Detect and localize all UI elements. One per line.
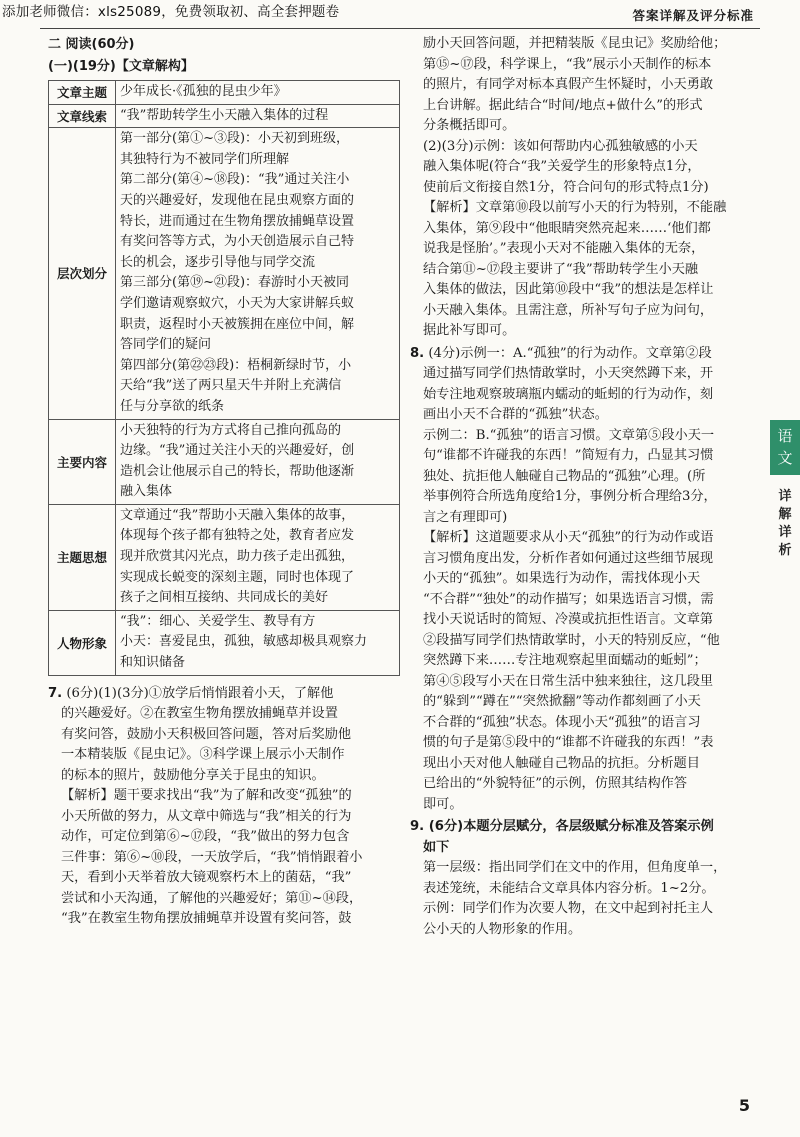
text-line [410, 344, 750, 365]
question-7-continued [410, 34, 750, 137]
question-number: 9. [410, 819, 425, 834]
table-row [49, 104, 400, 128]
text-line: 小天的“孤独”。如果选行为动作，需找体现小天 [423, 571, 701, 586]
text-line: 句“谁都不许碰我的东西！”简短有力，凸显其习惯 [423, 448, 714, 463]
table-row [49, 419, 400, 504]
text-line: “我”帮助转学生小天融入集体的过程 [120, 107, 329, 123]
text-line: 小天融入集体。且需注意，所补写句子应为问句， [423, 302, 714, 318]
text-line: 小天所做的努力，从文章中筛选与“我”相关的行为 [61, 808, 352, 824]
row-header: 文章线索 [49, 104, 116, 128]
text-line: 融入集体 [120, 484, 173, 500]
text-line: 第四部分(第㉒㉓段)：梧桐新绿时节，小 [120, 357, 352, 373]
section-title: 二 阅读(60分) [48, 37, 135, 52]
subsection-title: (一)(19分)【文章解构】 [48, 59, 194, 74]
text-line: 的兴趣爱好。②在教室生物角摆放捕蝇草并设置 [61, 706, 338, 722]
side-label [773, 488, 797, 560]
side-label-char: 详 [778, 525, 792, 540]
text-line: 的照片，有同学对标本真假产生怀疑时，小天勇敢 [423, 77, 714, 92]
subject-tab-char: 文 [777, 449, 793, 467]
text-line: 即可。 [423, 796, 463, 812]
text-line: 的标本的照片，鼓励他分享关于昆虫的知识。 [61, 767, 325, 783]
row-content [116, 104, 400, 128]
text-line: 结合第⑪~⑰段主要讲了“我”帮助转学生小天融 [423, 261, 699, 277]
question-number: 8. [410, 345, 425, 361]
text-line: 上台讲解。据此结合“时间/地点+做什么”的形式 [423, 97, 703, 113]
row-content [116, 610, 400, 675]
text-line: 第三部分(第⑲~㉑段)：春游时小天被同 [120, 275, 350, 291]
text-line: 举事例符合所选角度给1分，事例分析合理给3分， [423, 489, 717, 504]
subject-tab [770, 420, 800, 475]
text-line: 【解析】题干要求找出“我”为了解和改变“孤独”的 [61, 788, 352, 804]
text-line: 不合群的“孤独”状态。体现小天“孤独”的语言习 [423, 714, 701, 730]
text-line: 体现每个孩子都有独特之处，教育者应发 [120, 528, 355, 544]
question-7-part-2 [410, 137, 750, 342]
text-line: 分条概括即可。 [423, 118, 516, 133]
text-line: 如下 [423, 839, 450, 855]
row-header: 主题思想 [49, 504, 116, 610]
text-line: 表述笼统，未能结合文章具体内容分析。1~2分。 [423, 880, 715, 896]
text-line: 公小天的人物形象的作用。 [423, 921, 582, 937]
text-line: 其独特行为不被同学们所理解 [120, 151, 290, 167]
side-label-char: 解 [778, 507, 792, 522]
text-line: 入集体的做法，因此第⑩段中“我”的想法是怎样让 [423, 282, 714, 297]
watermark: 添加老师微信：xls25089，免费领取初、高全套押题卷 [2, 4, 340, 20]
text-line: 文章通过“我”帮助小天融入集体的故事， [120, 507, 355, 523]
text-line: 和知识储备 [120, 655, 186, 671]
text-line: (2)(3分)示例：该如何帮助内心孤独敏感的小天 [423, 138, 698, 154]
text-line: 第一部分(第①~③段)：小天初到班级， [120, 131, 350, 147]
text-span: (6分)本题分层赋分，各层级赋分标准及答案示例 [428, 819, 714, 834]
table-row [49, 504, 400, 610]
text-line: 天给“我”送了两只星天牛并附上充满信 [120, 378, 342, 394]
page-number: 5 [738, 1096, 750, 1115]
text-line: 的“躲到”“蹲在”“突然掀翻”等动作都刻画了小天 [423, 694, 701, 709]
text-line: 已给出的“外貌特征”的示例，仿照其结构作答 [423, 776, 688, 791]
row-header: 主要内容 [49, 419, 116, 504]
question-9 [410, 817, 750, 940]
text-line: 据此补写即可。 [423, 323, 516, 338]
text-line: 造机会让他展示自己的特长，帮助他逐渐 [120, 463, 355, 479]
text-line: 一本精装版《昆虫记》。③科学课上展示小天制作 [61, 747, 345, 763]
table-row [49, 128, 400, 419]
text-line: 学们邀请观察蚁穴，小天为大家讲解兵蚁 [120, 295, 355, 311]
text-line: 找小天说话时的简短、冷漠或抗拒性语言。文章第 [423, 612, 714, 627]
text-line: 职责，返程时小天被簇拥在座位中间，解 [120, 316, 355, 332]
text-line [48, 684, 400, 705]
subject-tab-char: 语 [777, 427, 793, 445]
side-label-char: 析 [778, 543, 792, 558]
text-line: 【解析】文章第⑩段以前写小天的行为特别，不能融 [423, 200, 727, 215]
text-line: 有奖问答等方式，为小天创造展示自己特 [120, 234, 355, 250]
row-header: 层次划分 [49, 128, 116, 419]
text-line: 少年成长·《孤独的昆虫少年》 [120, 84, 287, 99]
text-line: 始专注地观察玻璃瓶内蠕动的蚯蚓的行为动作，刻 [423, 386, 714, 402]
text-span: (4分)示例一：A.“孤独”的行为动作。文章第②段 [428, 345, 712, 361]
text-line: 励小天回答问题，并把精装版《昆虫记》奖励给他； [423, 36, 727, 51]
text-line: 答同学们的疑问 [120, 337, 212, 353]
text-line: ②段描写同学们热情敢掌时，小天的特别反应，“他 [423, 632, 720, 648]
row-content [116, 504, 400, 610]
text-line: 三件事：第⑥~⑩段，一天放学后，“我”悄悄跟着小 [61, 849, 363, 865]
text-line: 言习惯角度出发，分析作者如何通过这些细节展现 [423, 550, 714, 566]
row-header: 人物形象 [49, 610, 116, 675]
text-line: 长的机会，逐步引导他与同学交流 [120, 254, 316, 270]
text-line: 第二部分(第④~⑱段)：“我”通过关注小 [120, 172, 350, 188]
left-column [48, 34, 400, 930]
text-line: 示例二：B.“孤独”的语言习惯。文章第⑤段小天一 [423, 427, 715, 443]
side-label-char: 详 [778, 489, 792, 504]
text-line: 使前后文衔接自然1分，符合问句的形式特点1分) [423, 179, 709, 195]
text-line: 小天独特的行为方式将自己推向孤岛的 [120, 422, 342, 438]
text-line: “我”：细心、关爱学生、教导有方 [120, 613, 316, 629]
structure-table [48, 80, 400, 676]
text-line: 天，看到小天举着放大镜观察朽木上的菌菇，“我” [61, 870, 352, 886]
text-line: 边缘。“我”通过关注小天的兴趣爱好，创 [120, 443, 355, 459]
text-line: 示例：同学们作为次要人物，在文中起到衬托主人 [423, 901, 714, 916]
text-line [410, 817, 750, 838]
text-line: “不合群”“独处”的动作描写；如果选语言习惯，需 [423, 591, 714, 607]
row-header: 文章主题 [49, 81, 116, 105]
text-line: 现并欣赏其闪光点，助力孩子走出孤独， [120, 549, 355, 565]
text-line: “我”在教室生物角摆放捕蝇草并设置有奖问答，鼓 [61, 911, 352, 927]
text-line: 尝试和小天沟通，了解他的兴趣爱好；第⑪~⑭段， [61, 890, 363, 906]
question-7 [48, 684, 400, 930]
right-column [410, 34, 750, 940]
text-line: 任与分享欲的纸条 [120, 398, 225, 414]
text-line: 有奖问答，鼓励小天积极回答问题，答对后奖励他 [61, 726, 352, 742]
page-header: 答案详解及评分标准 [632, 8, 754, 23]
question-8 [410, 344, 750, 816]
text-line: 现出小天对他人触碰自己物品的抗拒。分析题目 [423, 755, 700, 771]
text-line: 特长，进而通过在生物角摆放捕蝇草设置 [120, 213, 355, 229]
row-content [116, 128, 400, 419]
text-line: 天的兴趣爱好，发现他在昆虫观察方面的 [120, 192, 355, 208]
text-line: 入集体，第⑨段中“他眼睛突然亮起来……‘他们都 [423, 220, 711, 236]
text-line: 言之有理即可) [423, 509, 508, 525]
question-number: 7. [48, 685, 63, 701]
table-row [49, 81, 400, 105]
text-line: 实现成长蜕变的深刻主题，同时也体现了 [120, 569, 355, 585]
text-line: 孩子之间相互接纳、共同成长的美好 [120, 590, 329, 606]
text-line: 融入集体呢(符合“我”关爱学生的形象特点1分， [423, 159, 701, 174]
table-row [49, 610, 400, 675]
text-line: 【解析】这道题要求从小天“孤独”的行为动作或语 [423, 530, 714, 545]
text-line: 动作，可定位到第⑥~⑰段，“我”做出的努力包含 [61, 829, 350, 845]
header-divider [40, 28, 760, 29]
text-span: (6分)(1)(3分)①放学后悄悄跟着小天，了解他 [66, 685, 334, 701]
text-line: 独处、抗拒他人触碰自己物品的“孤独”心理。(所 [423, 468, 706, 484]
row-content [116, 81, 400, 105]
text-line: 突然蹲下来……专注地观察起里面蠕动的蚯蚓”； [423, 653, 707, 668]
text-line: 通过描写同学们热情敢掌时，小天突然蹲下来，开 [423, 366, 714, 381]
text-line: 小天：喜爱昆虫，孤独，敏感却极具观察力 [120, 634, 368, 650]
row-content [116, 419, 400, 504]
text-line: 惯的句子是第⑤段中的“谁都不许碰我的东西！”表 [423, 735, 714, 750]
text-line: 第一层级：指出同学们在文中的作用，但角度单一， [423, 860, 727, 875]
text-line: 第⑮~⑰段，科学课上，“我”展示小天制作的标本 [423, 56, 712, 72]
text-line: 说我是怪胎’。”表现小天对不能融入集体的无奈， [423, 241, 705, 256]
text-line: 第④⑤段写小天在日常生活中独来独往，这几段里 [423, 673, 714, 689]
text-line: 画出小天不合群的“孤独”状态。 [423, 407, 608, 422]
